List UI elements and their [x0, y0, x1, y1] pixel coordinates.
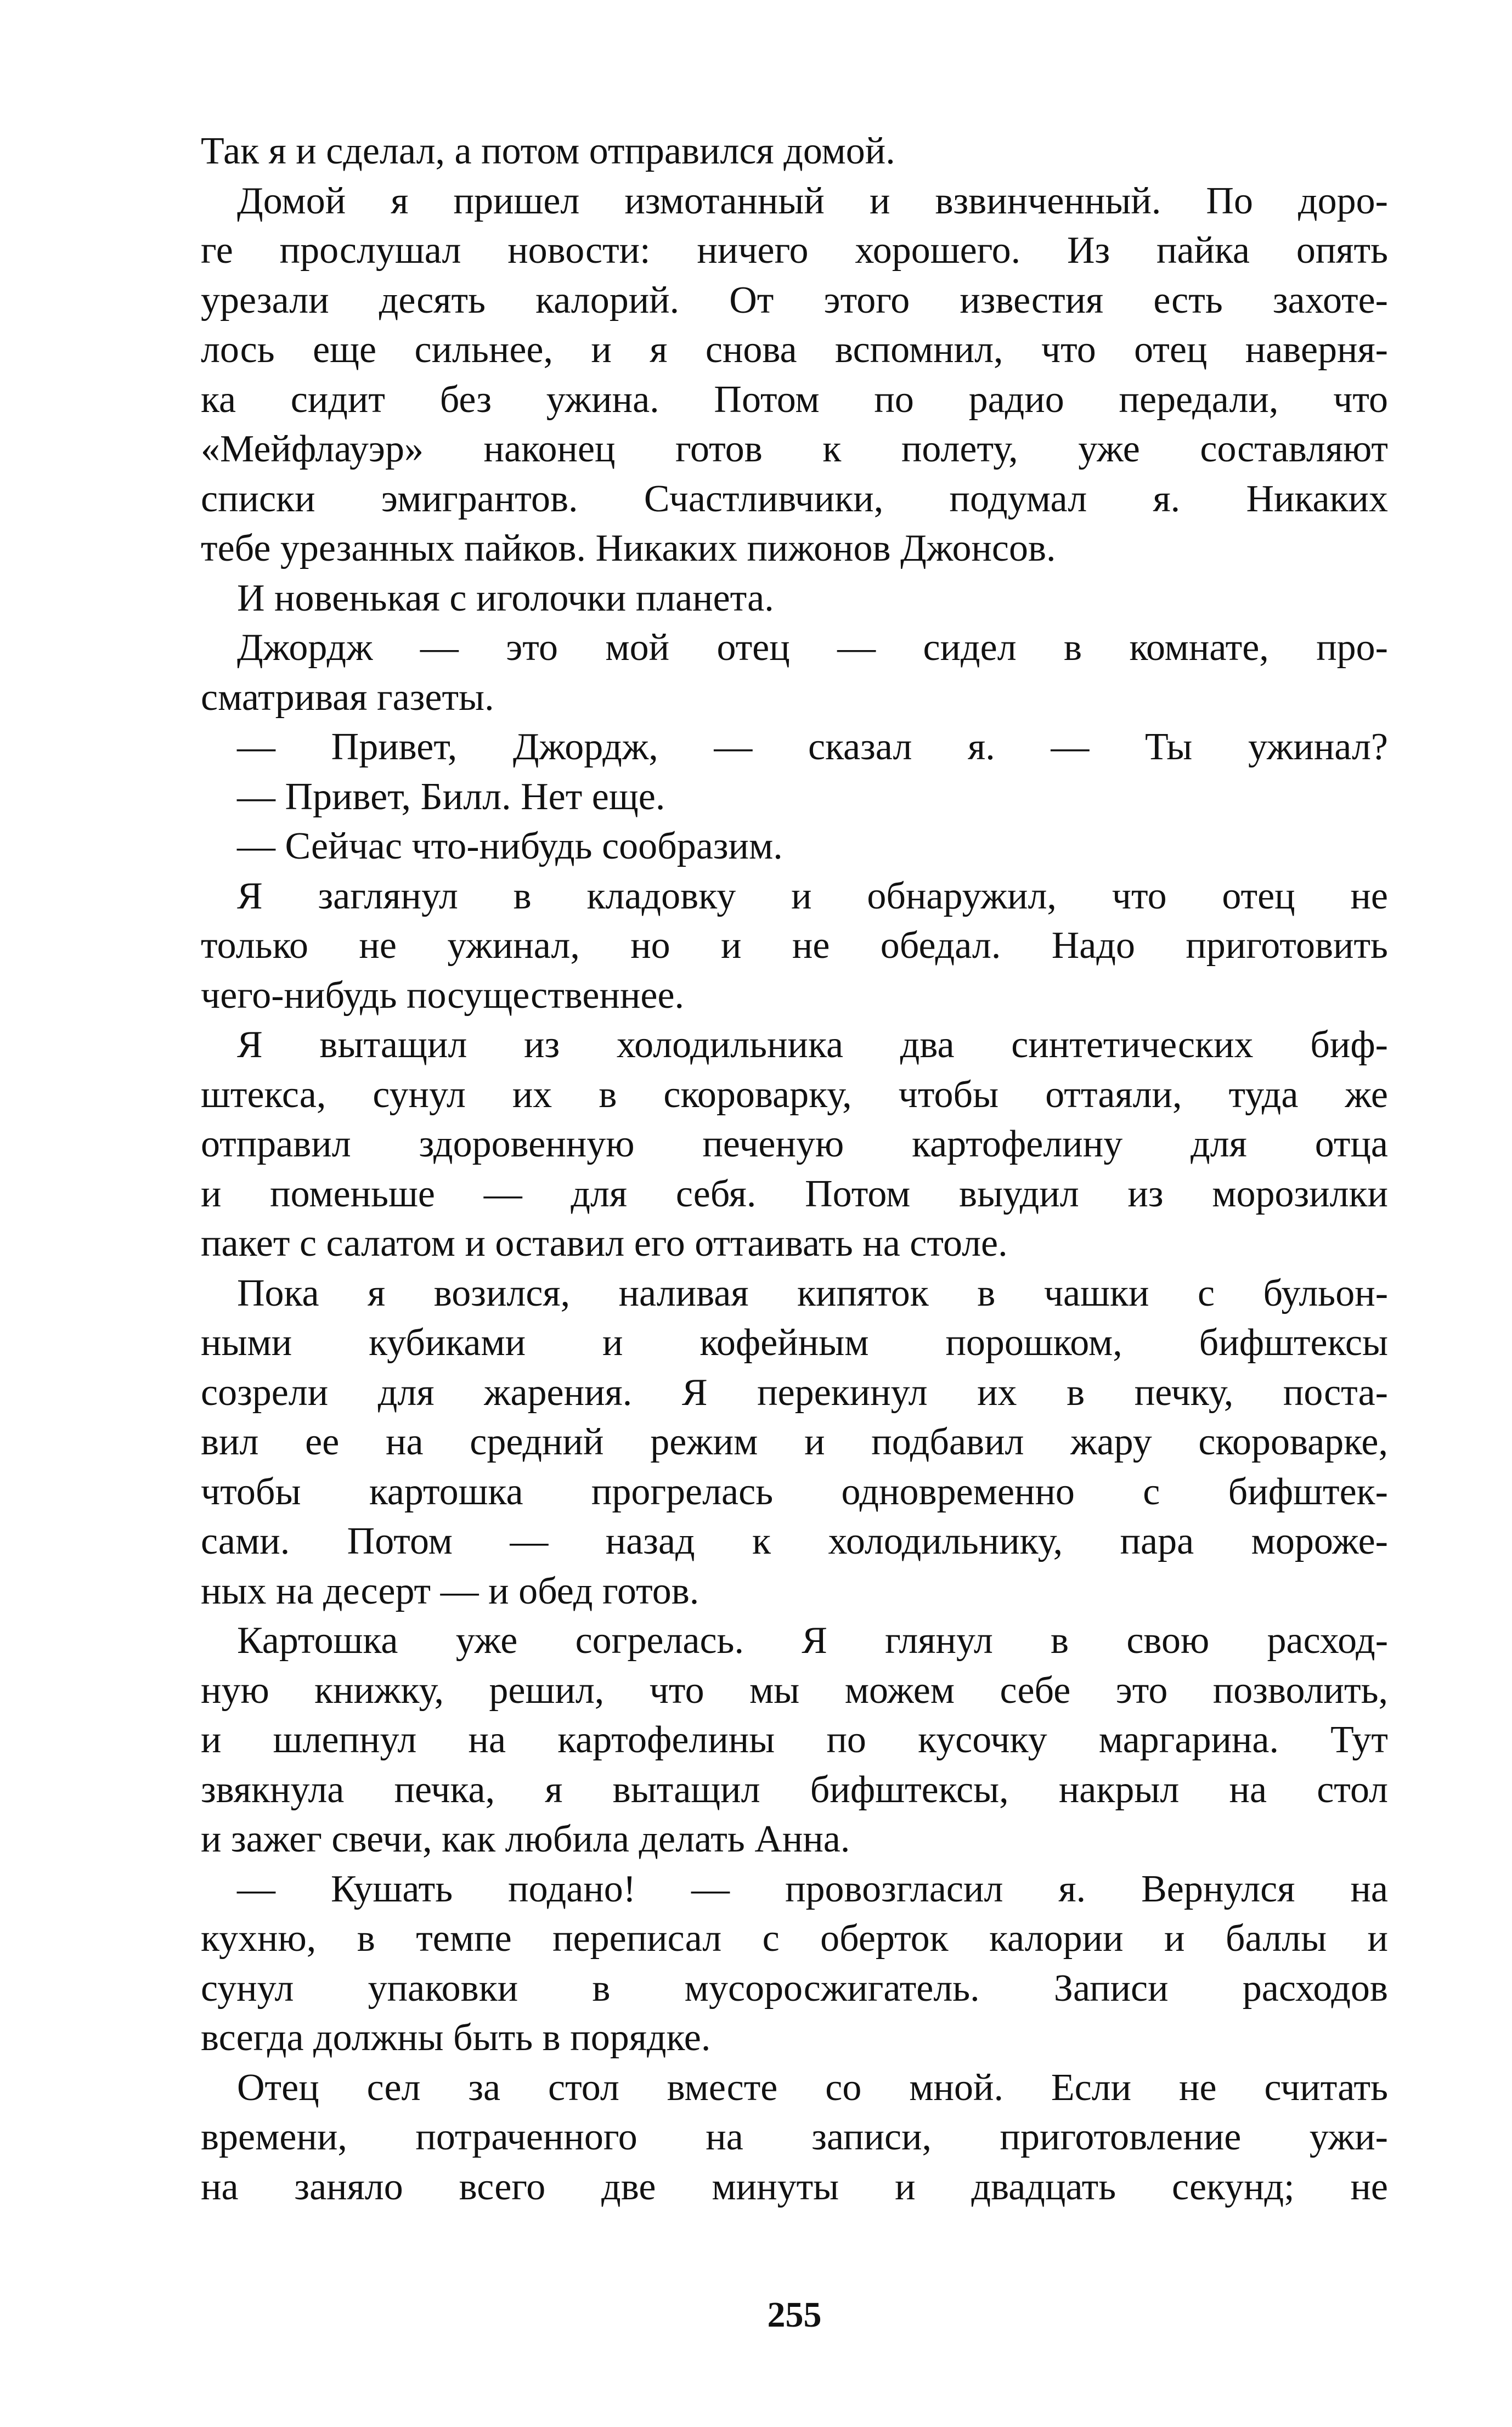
- text-line: только не ужинал, но и не обедал. Надо приготовить: [201, 924, 1388, 967]
- text-line: Я вытащил из холодильника два синтетических биф-: [237, 1024, 1388, 1066]
- text-line: Домой я пришел измотанный и взвинченный. По доро-: [237, 179, 1388, 222]
- text-line: сунул упаковки в мусоросжигатель. Записи расходов: [201, 1967, 1388, 2010]
- text-line: и поменьше — для себя. Потом выудил из морозилки: [201, 1172, 1388, 1215]
- text-line: времени, потраченного на записи, приготовление ужи-: [201, 2116, 1388, 2158]
- text-line: списки эмигрантов. Счастливчики, подумал я. Никаких: [201, 477, 1388, 520]
- text-line: — Привет, Джордж, — сказал я. — Ты ужинал?: [237, 726, 1388, 768]
- text-line: И новенькая с иголочки планета.: [237, 577, 774, 619]
- text-line: и шлепнул на картофелины по кусочку маргарина. Тут: [201, 1719, 1388, 1761]
- text-line: ную книжку, решил, что мы можем себе это позволить,: [201, 1669, 1388, 1712]
- text-line: штекса, сунул их в скороварку, чтобы оттаяли, туда же: [201, 1073, 1388, 1116]
- text-line: — Кушать подано! — провозгласил я. Вернулся на: [237, 1867, 1388, 1910]
- text-line: сматривая газеты.: [201, 676, 494, 719]
- text-line: урезали десять калорий. От этого известия есть захоте-: [201, 279, 1388, 321]
- text-line: чтобы картошка прогрелась одновременно с бифштек-: [201, 1470, 1388, 1513]
- text-line: — Привет, Билл. Нет еще.: [237, 775, 665, 818]
- text-line: сами. Потом — назад к холодильнику, пара мороже-: [201, 1520, 1388, 1562]
- text-line: ных на десерт — и обед готов.: [201, 1570, 699, 1612]
- text-line: Картошка уже согрелась. Я глянул в свою расход-: [237, 1619, 1388, 1662]
- text-line: пакет с салатом и оставил его оттаивать на столе.: [201, 1222, 1008, 1265]
- text-line: вил ее на средний режим и подбавил жару скороварке,: [201, 1421, 1388, 1463]
- text-line: всегда должны быть в порядке.: [201, 2017, 711, 2059]
- text-line: Я заглянул в кладовку и обнаружил, что отец не: [237, 874, 1388, 917]
- text-line: Джордж — это мой отец — сидел в комнате, про-: [237, 626, 1388, 669]
- text-line: Отец сел за стол вместе со мной. Если не считать: [237, 2066, 1388, 2109]
- page-content: [201, 129, 1388, 2346]
- text-line: Пока я возился, наливая кипяток в чашки с бульон-: [237, 1272, 1388, 1314]
- text-line: отправил здоровенную печеную картофелину для отца: [201, 1123, 1388, 1165]
- text-line: ге прослушал новости: ничего хорошего. Из пайка опять: [201, 229, 1388, 272]
- text-line: и зажег свечи, как любила делать Анна.: [201, 1818, 850, 1860]
- page-number: 255: [767, 2295, 822, 2335]
- text-line: на заняло всего две минуты и двадцать секунд; не: [201, 2165, 1388, 2208]
- text-line: ными кубиками и кофейным порошком, бифштексы: [201, 1322, 1388, 1364]
- text-line: кухню, в темпе переписал с оберток калории и баллы и: [201, 1917, 1388, 1960]
- body-text: [201, 129, 1388, 2215]
- text-line: ка сидит без ужина. Потом по радио передали, что: [201, 378, 1388, 421]
- text-line: звякнула печка, я вытащил бифштексы, накрыл на стол: [201, 1768, 1388, 1811]
- text-line: лось еще сильнее, и я снова вспомнил, что отец наверня-: [201, 329, 1388, 371]
- text-line: чего-нибудь посущественнее.: [201, 974, 685, 1017]
- text-line: созрели для жарения. Я перекинул их в печку, поста-: [201, 1371, 1388, 1414]
- text-line: тебе урезанных пайков. Никаких пижонов Джонсов.: [201, 527, 1056, 569]
- text-line: Так я и сделал, а потом отправился домой.: [201, 130, 895, 172]
- text-line: — Сейчас что-нибудь сообразим.: [237, 825, 783, 867]
- text-line: «Мейфлауэр» наконец готов к полету, уже составляют: [201, 428, 1388, 470]
